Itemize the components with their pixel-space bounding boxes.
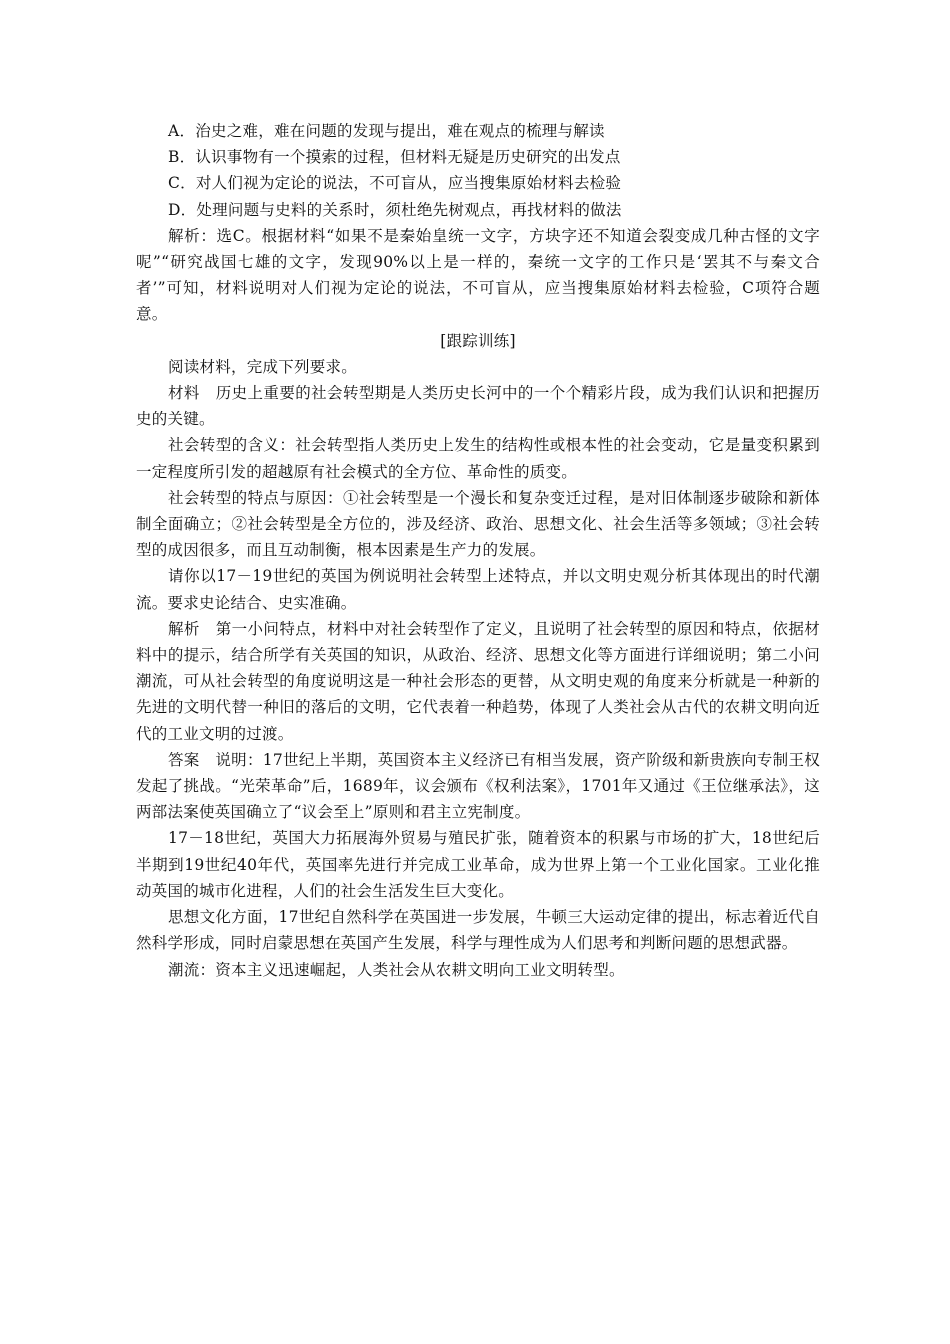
option-c: C．对人们视为定论的说法，不可盲从，应当搜集原始材料去检验 [168,174,622,193]
answer-paragraph-1: 答案 说明：17世纪上半期，英国资本主义经济已有相当发展，资产阶级和新贵族向专制王权发起了挑战。“光荣革命”后，1689年，议会颁布《权利法案》，1701年又通过《王位继承法》，这两部法案使英国确立了“议会至上”原则和君主立宪制度。 [136,750,820,822]
material-paragraph: 材料 历史上重要的社会转型期是人类历史长河中的一个个精彩片段，成为我们认识和把握历史的关键。 [136,384,820,429]
analysis-2-paragraph: 解析 第一小问特点，材料中对社会转型作了定义，且说明了社会转型的原因和特点，依据材料中的提示，结合所学有关英国的知识，从政治、经济、思想文化等方面进行详细说明；第二小问潮流，可从社会转型的角度说明这是一种社会形态的更替，从文明史观的角度来分析就是一种新的先进的文明代替一种旧的落后的文明，它代表着一种趋势，体现了人类社会从古代的农耕文明向近代的工业文明的过渡。 [136,619,820,743]
document-body [136,118,820,983]
analysis-paragraph: 解析：选C。根据材料“如果不是秦始皇统一文字，方块字还不知道会裂变成几种古怪的文字呢”“研究战国七雄的文字，发现90%以上是一样的，秦统一文字的工作只是‘罢其不与秦文合者’”可知，材料说明对人们视为定论的说法，不可盲从，应当搜集原始材料去检验，C项符合题意。 [136,226,820,324]
instruction-paragraph: 阅读材料，完成下列要求。 [168,357,358,376]
features-paragraph: 社会转型的特点与原因：①社会转型是一个漫长和复杂变迁过程，是对旧体制逐步破除和新体制全面确立；②社会转型是全方位的，涉及经济、政治、思想文化、社会生活等多领域；③社会转型的成因很多，而且互动制衡，根本因素是生产力的发展。 [136,488,820,560]
option-d: D．处理问题与史料的关系时，须杜绝先树观点，再找材料的做法 [168,200,622,219]
option-b: B．认识事物有一个摸索的过程，但材料无疑是历史研究的出发点 [168,148,621,167]
option-a: A．治史之难，难在问题的发现与提出，难在观点的梳理与解读 [168,122,605,140]
answer-paragraph-3: 思想文化方面，17世纪自然科学在英国进一步发展，牛顿三大运动定律的提出，标志着近代自然科学形成，同时启蒙思想在英国产生发展，科学与理性成为人们思考和判断问题的思想武器。 [136,908,820,953]
question-paragraph: 请你以17－19世纪的英国为例说明社会转型上述特点，并以文明史观分析其体现出的时代潮流。要求史论结合、史实准确。 [136,567,820,612]
answer-paragraph-2: 17－18世纪，英国大力拓展海外贸易与殖民扩张，随着资本的积累与市场的扩大，18世纪后半期到19世纪40年代，英国率先进行并完成工业革命，成为世界上第一个工业化国家。工业化推动英国的城市化进程，人们的社会生活发生巨大变化。 [136,829,820,900]
answer-paragraph-4: 潮流：资本主义迅速崛起，人类社会从农耕文明向工业文明转型。 [168,960,625,979]
definition-paragraph: 社会转型的含义：社会转型指人类历史上发生的结构性或根本性的社会变动，它是量变积累到一定程度所引发的超越原有社会模式的全方位、革命性的质变。 [136,436,820,481]
section-heading: [跟踪训练] [440,331,516,350]
